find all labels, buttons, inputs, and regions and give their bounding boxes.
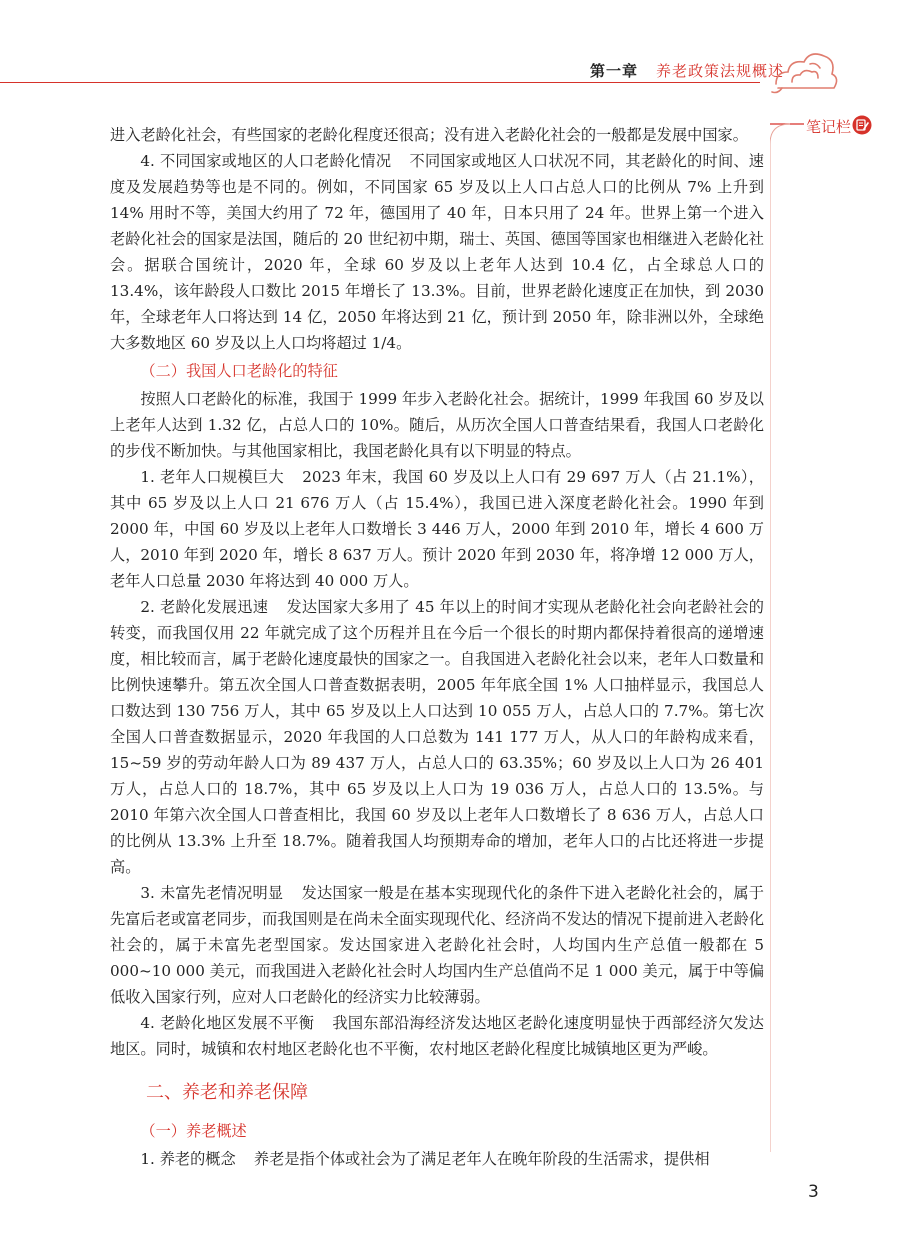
paragraph-text: 不同国家或地区人口状况不同，其老龄化的时间、速度及发展趋势等也是不同的。例如，不同国家 65 岁及以上人口占总人口的比例从 7% 上升到 14% 用时不等，美国大约用了 72 年，德国用了 40 年，日本只用了 24 年。世界上第一个进入老龄化社会的国家是法国，随后的 20 世纪初中期，瑞士、英国、德国等国家也相继进入老龄化社会。据联合国统计，2020 年，全球 60 岁及以上老年人达到 10.4 亿，占全球总人口的 13.4%，该年龄段人口数比 2015 年增长了 13.3%。目前，世界老龄化速度正在加快，到 2030 年，全球老年人口将达到 14 亿，2050 年将达到 21 亿，预计到 2050 年，除非洲以外，全球绝大多数地区 60 岁及以上人口均将超过 1/4。 (110, 152, 764, 352)
paragraph (110, 148, 764, 356)
subsection-heading: （二）我国人口老龄化的特征 (140, 362, 338, 380)
header-rule (0, 82, 760, 83)
chapter-title: 养老政策法规概述 (656, 62, 785, 80)
subsection-heading: （一）养老概述 (140, 1122, 247, 1140)
notes-column-label: 笔记栏 (806, 118, 852, 136)
notes-pencil-icon (852, 115, 872, 135)
page-number: 3 (808, 1182, 819, 1202)
paragraph-text: 发达国家一般是在基本实现现代化的条件下进入老龄化社会的，属于先富后老或富老同步，而我国则是在尚未全面实现现代化、经济尚不发达的情况下提前进入老龄化社会的，属于未富先老型国家。发达国家进入老龄化社会时，人均国内生产总值一般都在 5 000~10 000 美元，而我国进入老龄化社会时人均国内生产总值尚不足 1 000 美元，属于中等偏低收入国家行列，应对人口老龄化的经济实力比较薄弱。 (110, 884, 765, 1006)
paragraph (110, 880, 764, 1010)
paragraph (110, 1010, 764, 1062)
item-label: 4. 不同国家或地区的人口老龄化情况 (140, 152, 392, 170)
paragraph-text: 我国东部沿海经济发达地区老龄化速度明显快于西部经济欠发达地区。同时，城镇和农村地区老龄化也不平衡，农村地区老龄化程度比城镇地区更为严峻。 (110, 1014, 764, 1058)
paragraph-text: 发达国家大多用了 45 年以上的时间才实现从老龄化社会向老龄社会的转变，而我国仅用 22 年就完成了这个历程并且在今后一个很长的时期内都保持着很高的递增速度，相比较而言，属于老龄化速度最快的国家之一。自我国进入老龄化社会以来，老年人口数量和比例快速攀升。第五次全国人口普查数据表明，2005 年年底全国 1% 人口抽样显示，我国总人口数达到 130 756 万人，其中 65 岁及以上人口达到 10 055 万人，占总人口的 7.7%。第七次全国人口普查数据显示，2020 年我国的人口总数为 141 177 万人，从人口的年龄构成来看，15~59 岁的劳动年龄人口为 89 437 万人，占总人口的 63.35%；60 岁及以上人口为 26 401 万人，占总人口的 18.7%，其中 65 岁及以上人口为 19 036 万人，占总人口的 13.5%。与 2010 年第六次全国人口普查相比，我国 60 岁及以上老年人口数增长了 8 636 万人，占总人口的比例从 13.3% 上升至 18.7%。随着我国人均预期寿命的增加，老年人口的占比还将进一步提高。 (110, 598, 764, 876)
paragraph (110, 464, 764, 594)
paragraph-text: 养老是指个体或社会为了满足老年人在晚年阶段的生活需求，提供相 (253, 1150, 710, 1168)
body-text (110, 122, 764, 1172)
cloud-ornament-icon (770, 44, 842, 100)
chapter-number: 第一章 (590, 62, 639, 80)
paragraph: 进入老龄化社会，有些国家的老龄化程度还很高；没有进入老龄化社会的一般都是发展中国家。 (110, 126, 748, 144)
item-label: 2. 老龄化发展迅速 (140, 598, 269, 616)
paragraph (110, 594, 764, 880)
paragraph: 按照人口老龄化的标准，我国于 1999 年步入老龄化社会。据统计，1999 年我国 60 岁及以上老年人达到 1.32 亿，占总人口的 10%。随后，从历次全国人口普查结果看，我国人口老龄化的步伐不断加快。与其他国家相比，我国老龄化具有以下明显的特点。 (110, 390, 764, 460)
notes-column-frame (770, 112, 820, 1152)
item-label: 3. 未富先老情况明显 (140, 884, 284, 902)
item-label: 1. 养老的概念 (140, 1150, 236, 1168)
item-label: 4. 老龄化地区发展不平衡 (140, 1014, 315, 1032)
section-heading: 二、养老和养老保障 (146, 1082, 308, 1103)
paragraph-text: 2023 年末，我国 60 岁及以上人口有 29 697 万人（占 21.1%），其中 65 岁及以上人口 21 676 万人（占 15.4%），我国已进入深度老龄化社会。1990 年到 2000 年，中国 60 岁及以上老年人口数增长 3 446 万人，2000 年到 2010 年，增长 4 600 万人，2010 年到 2020 年，增长 8 637 万人。预计 2020 年到 2030 年，将净增 12 000 万人，老年人口总量 2030 年将达到 40 000 万人。 (110, 468, 764, 590)
paragraph (110, 1146, 764, 1172)
item-label: 1. 老年人口规模巨大 (140, 468, 284, 486)
running-header (590, 60, 784, 81)
